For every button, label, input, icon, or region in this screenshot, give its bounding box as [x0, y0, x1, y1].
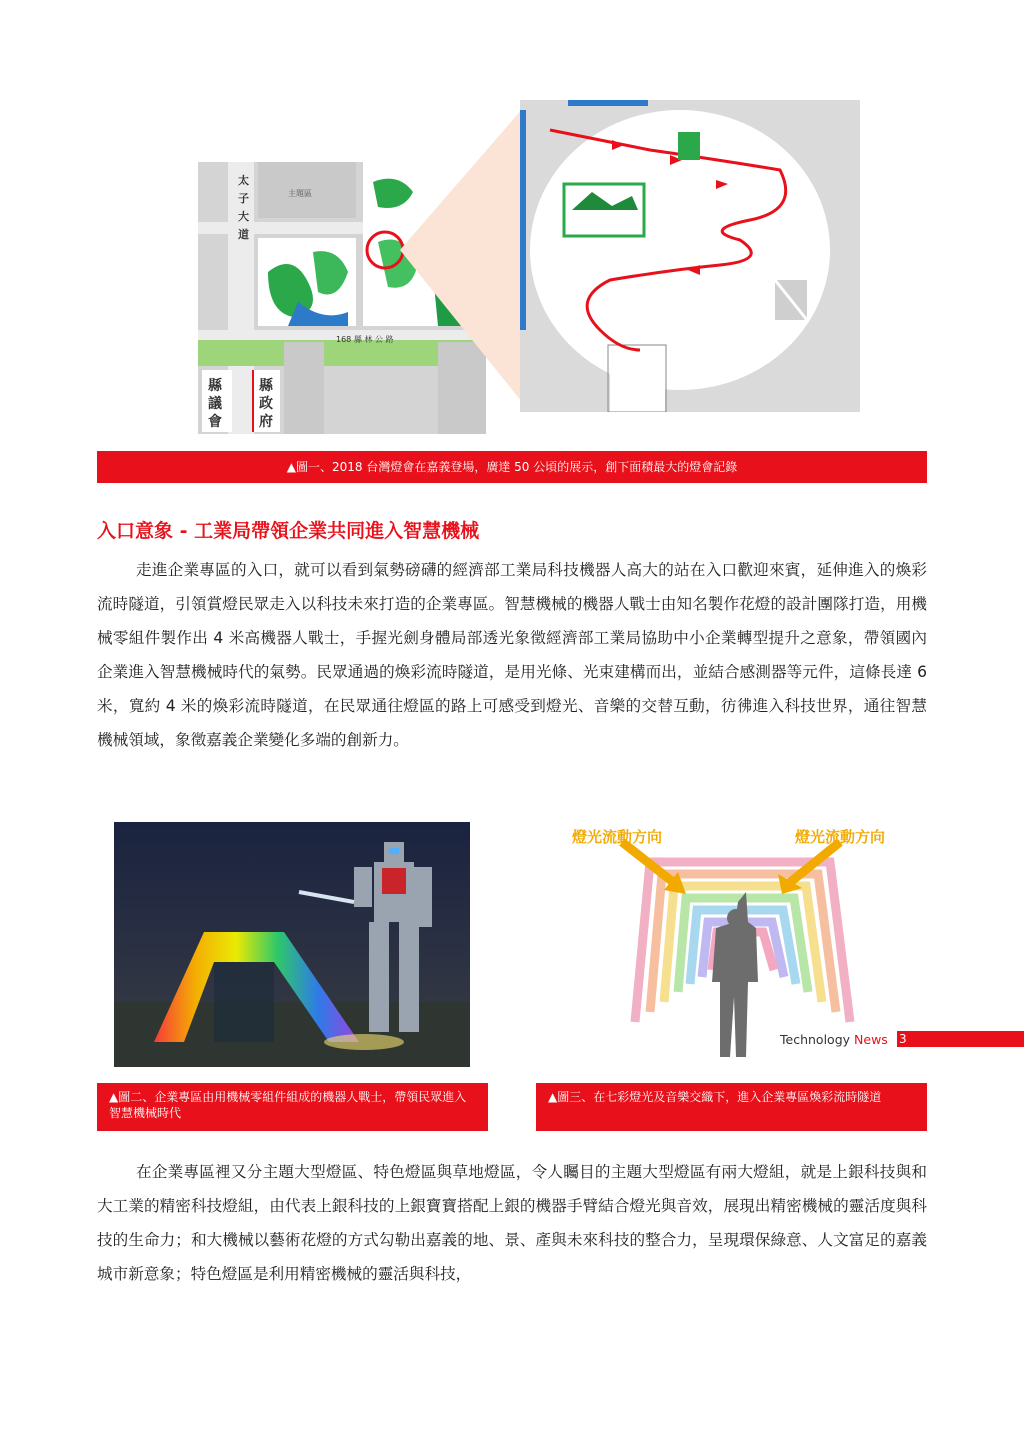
- svg-text:會: 會: [208, 414, 222, 430]
- page-number: 3: [899, 1032, 907, 1046]
- section-heading: 入口意象 - 工業局帶領企業共同進入智慧機械: [97, 520, 480, 542]
- svg-text:政: 政: [259, 396, 273, 412]
- svg-text:主題區: 主題區: [288, 189, 312, 198]
- footer-accent-bar: [897, 1031, 1024, 1047]
- figure3-caption: ▲圖三、在七彩燈光及音樂交織下，進入企業專區煥彩流時隧道: [536, 1083, 927, 1131]
- footer-news-text: News: [854, 1031, 888, 1047]
- svg-text:道: 道: [238, 228, 249, 241]
- figure2-caption: ▲圖二、企業專區由用機械零組件組成的機器人戰士，帶領民眾進入智慧機械時代: [97, 1083, 488, 1131]
- svg-text:縣: 縣: [208, 378, 222, 394]
- footer-brand: [780, 1030, 888, 1048]
- svg-text:府: 府: [259, 414, 273, 430]
- svg-text:縣: 縣: [259, 378, 273, 394]
- svg-text:大: 大: [238, 210, 249, 223]
- zoom-wedge-shape: [400, 100, 530, 430]
- flow-direction-label-right: 燈光流動方向: [795, 828, 886, 846]
- figure1-caption: ▲圖一、2018 台灣燈會在嘉義登場，廣達 50 公頃的展示，創下面積最大的燈會記錄: [97, 451, 927, 483]
- zone-detail-map-image: [520, 100, 860, 412]
- svg-text:子: 子: [238, 192, 249, 205]
- footer-technology-text: Technology: [780, 1031, 851, 1047]
- svg-text:168 縣 林 公 路: 168 縣 林 公 路: [336, 335, 394, 344]
- robot-warrior-photo: [114, 822, 470, 1067]
- svg-text:太: 太: [238, 174, 249, 187]
- body-paragraph-1: 走進企業專區的入口，就可以看到氣勢磅礴的經濟部工業局科技機器人高大的站在入口歡迎來賓，延伸進入的煥彩流時隧道，引領賞燈民眾走入以科技未來打造的企業專區。智慧機械的機器人戰士由知名製作花燈的設計團隊打造，用機械零組件製作出 4 米高機器人戰士，手握光劍身體局部透光象徵經濟部工業局協助中小企業轉型提升之意象，帶領國內企業進入智慧機械時代的氣勢。民眾通過的煥彩流時隧道，是用光條、光束建構而出，並結合感測器等元件，這條長達 6 米，寬約 4 米的煥彩流時隧道，在民眾通往燈區的路上可感受到燈光、音樂的交替互動，彷彿進入科技世界，通往智慧機械領域，象徵嘉義企業變化多端的創新力。: [97, 561, 927, 749]
- flow-direction-label-left: 燈光流動方向: [572, 828, 663, 846]
- body-paragraph-2: 在企業專區裡又分主題大型燈區、特色燈區與草地燈區，令人矚目的主題大型燈區有兩大燈組，就是上銀科技與和大工業的精密科技燈組，由代表上銀科技的上銀寶寶搭配上銀的機器手臂結合燈光與音效，展現出精密機械的靈活度與科技的生命力；和大機械以藝術花燈的方式勾勒出嘉義的地、景、產與未來科技的整合力，呈現環保綠意、人文富足的嘉義城市新意象；特色燈區是利用精密機械的靈活與科技，: [97, 1163, 927, 1283]
- svg-text:議: 議: [208, 396, 222, 412]
